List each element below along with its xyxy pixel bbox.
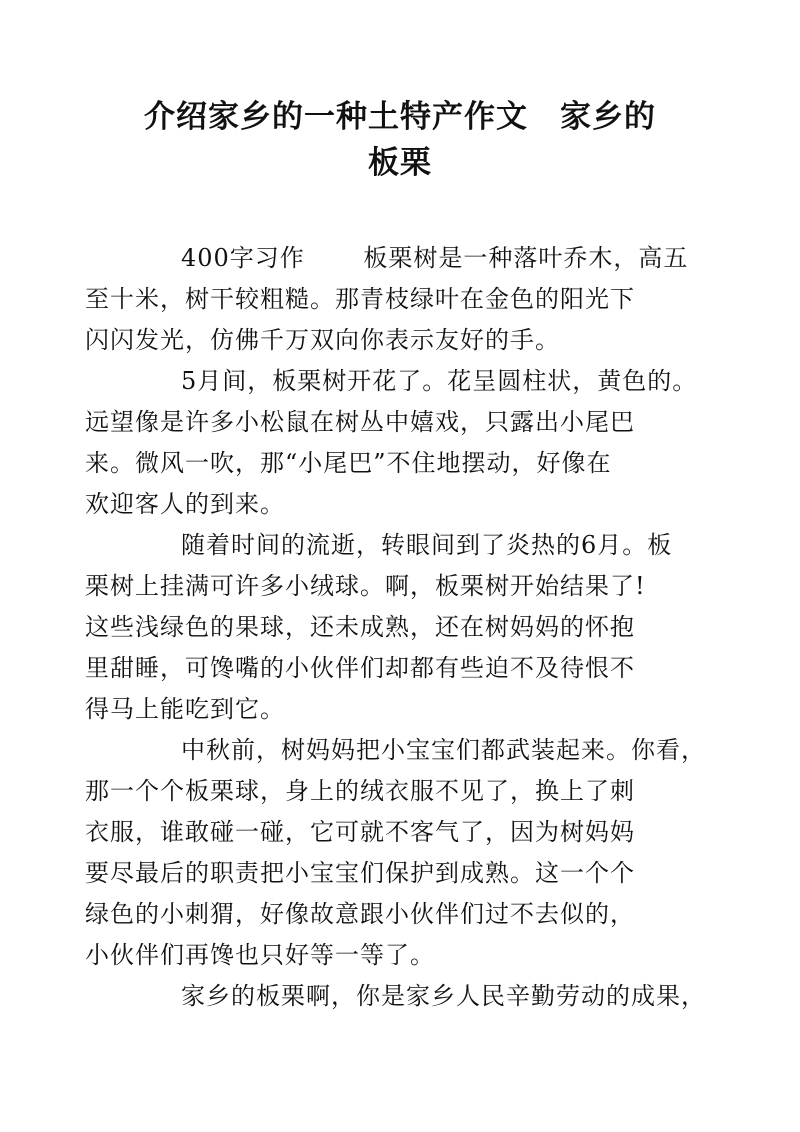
paragraph-line: 闪闪发光，仿佛千万双向你表示友好的手。 (85, 326, 560, 354)
paragraph-line: 里甜睡，可馋嘴的小伙伴们却都有些迫不及待恨不 (85, 654, 635, 682)
article-body (85, 238, 706, 1017)
paragraph-5 (133, 976, 706, 1017)
paragraph-line: 5月间，板栗树开花了。花呈圆柱状，黄色的。 (181, 367, 698, 395)
paragraph-line: 要尽最后的职责把小宝宝们保护到成熟。这一个个 (85, 859, 635, 887)
paragraph-line: 栗树上挂满可许多小绒球。啊，板栗树开始结果了! (85, 572, 646, 600)
paragraph-line: 绿色的小刺猬，好像故意跟小伙伴们过不去似的， (85, 900, 635, 928)
paragraph-line: 中秋前，树妈妈把小宝宝们都武装起来。你看， (181, 736, 706, 764)
paragraph-line: 400字习作 板栗树是一种落叶乔木，高五 (181, 244, 689, 272)
page-title (120, 94, 680, 186)
title-line-2: 板栗 (368, 145, 432, 181)
paragraph-line: 得马上能吃到它。 (85, 695, 285, 723)
paragraph-1 (85, 238, 689, 361)
paragraph-line: 随着时间的流逝，转眼间到了炎热的6月。板 (181, 531, 673, 559)
paragraph-line: 远望像是许多小松鼠在树丛中嬉戏，只露出小尾巴 (85, 408, 635, 436)
paragraph-line: 来。微风一吹，那“小尾巴”不住地摆动，好像在 (85, 449, 612, 477)
paragraph-2 (85, 361, 698, 525)
paragraph-line: 至十米，树干较粗糙。那青枝绿叶在金色的阳光下 (85, 285, 635, 313)
paragraph-line: 衣服，谁敢碰一碰，它可就不客气了，因为树妈妈 (85, 818, 635, 846)
paragraph-line: 家乡的板栗啊，你是家乡人民辛勤劳动的成果， (181, 982, 706, 1010)
title-line-1: 介绍家乡的一种土特产作文 家乡的 (144, 99, 656, 135)
paragraph-4 (85, 730, 706, 976)
paragraph-line: 小伙伴们再馋也只好等一等了。 (85, 941, 435, 969)
paragraph-line: 这些浅绿色的果球，还未成熟，还在树妈妈的怀抱 (85, 613, 635, 641)
paragraph-line: 欢迎客人的到来。 (85, 490, 285, 518)
paragraph-line: 那一个个板栗球，身上的绒衣服不见了，换上了刺 (85, 777, 635, 805)
paragraph-3 (85, 525, 681, 730)
